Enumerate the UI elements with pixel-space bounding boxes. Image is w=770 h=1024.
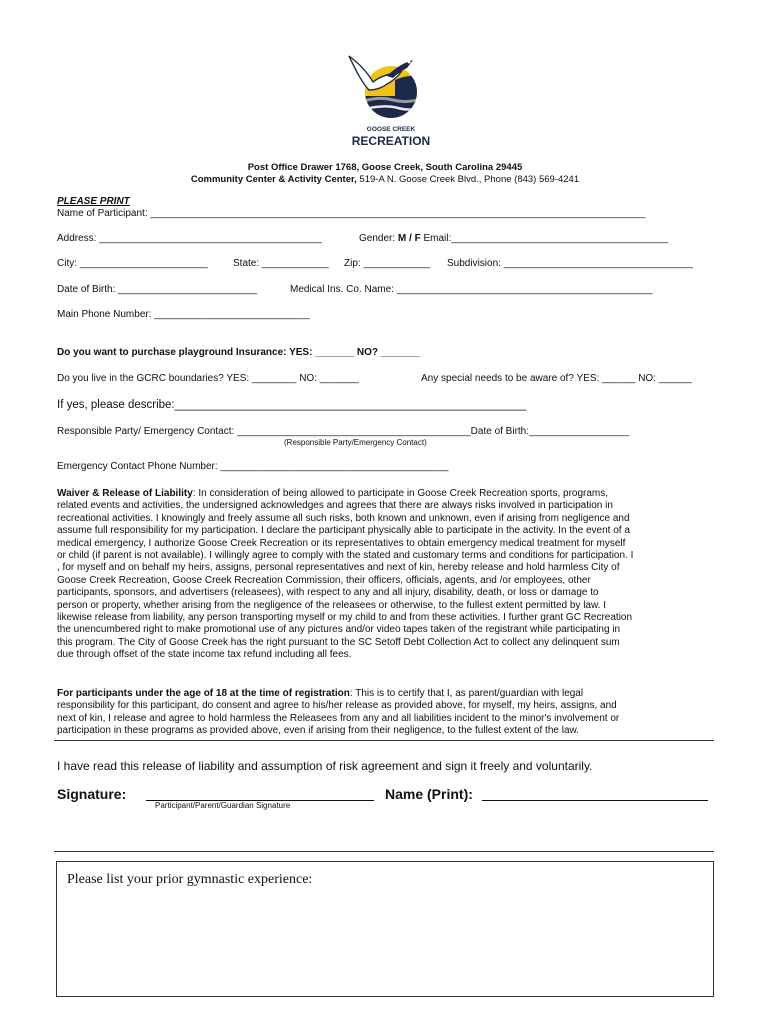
waiver-line: participants, sponsors, and advertisers (releasees), with respect to any and all injury, disability, death, or loss or damage to [57, 587, 599, 599]
date-of-birth-field[interactable]: Date of Birth: _________________________ [57, 284, 258, 295]
zip-field[interactable]: Zip: ____________ [344, 258, 431, 269]
state-field[interactable]: State: ____________ [233, 258, 329, 269]
minor-line: next of kin, I release and agree to hold harmless the Releasees from any and all liabilities incident to the minor's involvement or [57, 712, 620, 724]
goose-emblem-icon [343, 50, 439, 128]
agreement-statement: I have read this release of liability and assumption of risk agreement and sign it freely and voluntarily. [57, 759, 593, 773]
waiver-line: medical emergency, I authorize Goose Creek Recreation or its representatives to obtain emergency medical treatment for myself [57, 537, 626, 549]
community-center-line [0, 174, 770, 185]
name-print-line[interactable] [482, 800, 708, 801]
waiver-line: recreational activities. I knowingly and freely assume all such risks, both known and unknown, even if arising from negligence and [57, 512, 630, 524]
gymnastic-experience-prompt: Please list your prior gymnastic experience: [67, 872, 313, 887]
responsible-party-field[interactable]: Responsible Party/ Emergency Contact: __________________________________________Date of Birth:__________________ [57, 426, 630, 437]
waiver-line: this program. The City of Goose Creek has the right pursuant to the SC Setoff Debt Collection Act to collect any delinquent sum [57, 636, 620, 648]
main-phone-field[interactable]: Main Phone Number: ____________________________ [57, 309, 310, 320]
waiver-paragraph [57, 488, 717, 662]
minor-line: : This is to certify that I, as parent/guardian with legal [349, 688, 584, 699]
gender-label: Gender: [359, 233, 398, 244]
participant-name-field[interactable]: Name of Participant: _________________________________________________________________________________________ [57, 208, 646, 219]
waiver-line: assume full responsibility for my participation. I declare the participant physically able to participate in the activity. In the event of a [57, 525, 630, 537]
insurance-question[interactable]: Do you want to purchase playground Insurance: YES: _______ NO? _______ [57, 347, 420, 358]
subdivision-field[interactable]: Subdivision: __________________________________ [447, 258, 693, 269]
please-print-label: PLEASE PRINT [57, 196, 130, 207]
waiver-line: Goose Creek Recreation, Goose Creek Recreation Commission, their officers, officials, agents, and /or employees, other [57, 574, 591, 586]
waiver-line: the unencumbered right to make promotional use of any pictures and/or video tapes taken of the registrant while participating in [57, 624, 621, 636]
signature-caption: Participant/Parent/Guardian Signature [155, 801, 291, 810]
box-top-divider [54, 851, 714, 852]
waiver-line: or child (if parent is not available). I willingly agree to comply with the stated and customary terms and conditions for participation. I [57, 550, 634, 562]
name-print-label: Name (Print): [385, 786, 473, 802]
logo-line2: RECREATION [351, 134, 431, 148]
describe-field[interactable]: If yes, please describe:_______________________________________________________ [57, 399, 527, 411]
community-center-label: Community Center & Activity Center, [190, 174, 357, 185]
waiver-line: , for myself and on behalf my heirs, assigns, personal representatives and next of kin, hereby release and hold harmless City of [57, 562, 620, 574]
mailing-address: Post Office Drawer 1768, Goose Creek, South Carolina 29445 [247, 162, 523, 173]
minor-line: participation in these programs as provided above, even if arising from their negligence, to the fullest extent of the law. [57, 725, 579, 737]
gender-options[interactable]: M / F [397, 233, 421, 244]
address-field[interactable]: Address: ________________________________________ [57, 233, 322, 244]
waiver-line: related events and activities, the undersigned acknowledges and agrees that there are always risks involved in participation in [57, 500, 613, 512]
goose-creek-logo [343, 50, 439, 150]
waiver-line: due through offset of the state income tax refund including all fees. [57, 649, 352, 661]
responsible-party-caption: (Responsible Party/Emergency Contact) [284, 438, 427, 447]
minor-line: responsibility for this participant, do consent and agree to his/her release as provided above, for myself, my heirs, assigns, and [57, 700, 617, 712]
waiver-line: : In consideration of being allowed to participate in Goose Creek Recreation sports, programs, [192, 488, 609, 499]
emergency-phone-field[interactable]: Emergency Contact Phone Number: _________________________________________ [57, 461, 449, 472]
minor-consent-title: For participants under the age of 18 at the time of registration [57, 688, 350, 699]
community-center-address: 519-A N. Goose Creek Blvd., Phone (843) 569-4241 [356, 174, 580, 185]
gymnastic-experience-box[interactable] [56, 861, 714, 997]
medical-insurance-field[interactable]: Medical Ins. Co. Name: ______________________________________________ [290, 284, 653, 295]
waiver-line: person or property, whether arising from the negligence of the releasees or otherwise, to the fullest extent permitted by law. I [57, 599, 606, 611]
waiver-title: Waiver & Release of Liability [57, 488, 193, 499]
special-needs-question[interactable]: Any special needs to be aware of? YES: ______ NO: ______ [421, 373, 693, 384]
logo-line1: GOOSE CREEK [366, 126, 416, 133]
gcrc-boundaries-question[interactable]: Do you live in the GCRC boundaries? YES: ________ NO: _______ [57, 373, 359, 384]
waiver-line: likewise release from liability, any person transporting myself or my child to and from these activities. I further grant GC Recreation [57, 612, 633, 624]
email-field[interactable]: Email:_______________________________________ [420, 233, 669, 244]
gender-field[interactable] [359, 233, 668, 244]
minor-consent-paragraph [57, 688, 717, 738]
city-field[interactable]: City: _______________________ [57, 258, 208, 269]
section-divider [54, 740, 714, 741]
signature-label: Signature: [57, 786, 127, 802]
